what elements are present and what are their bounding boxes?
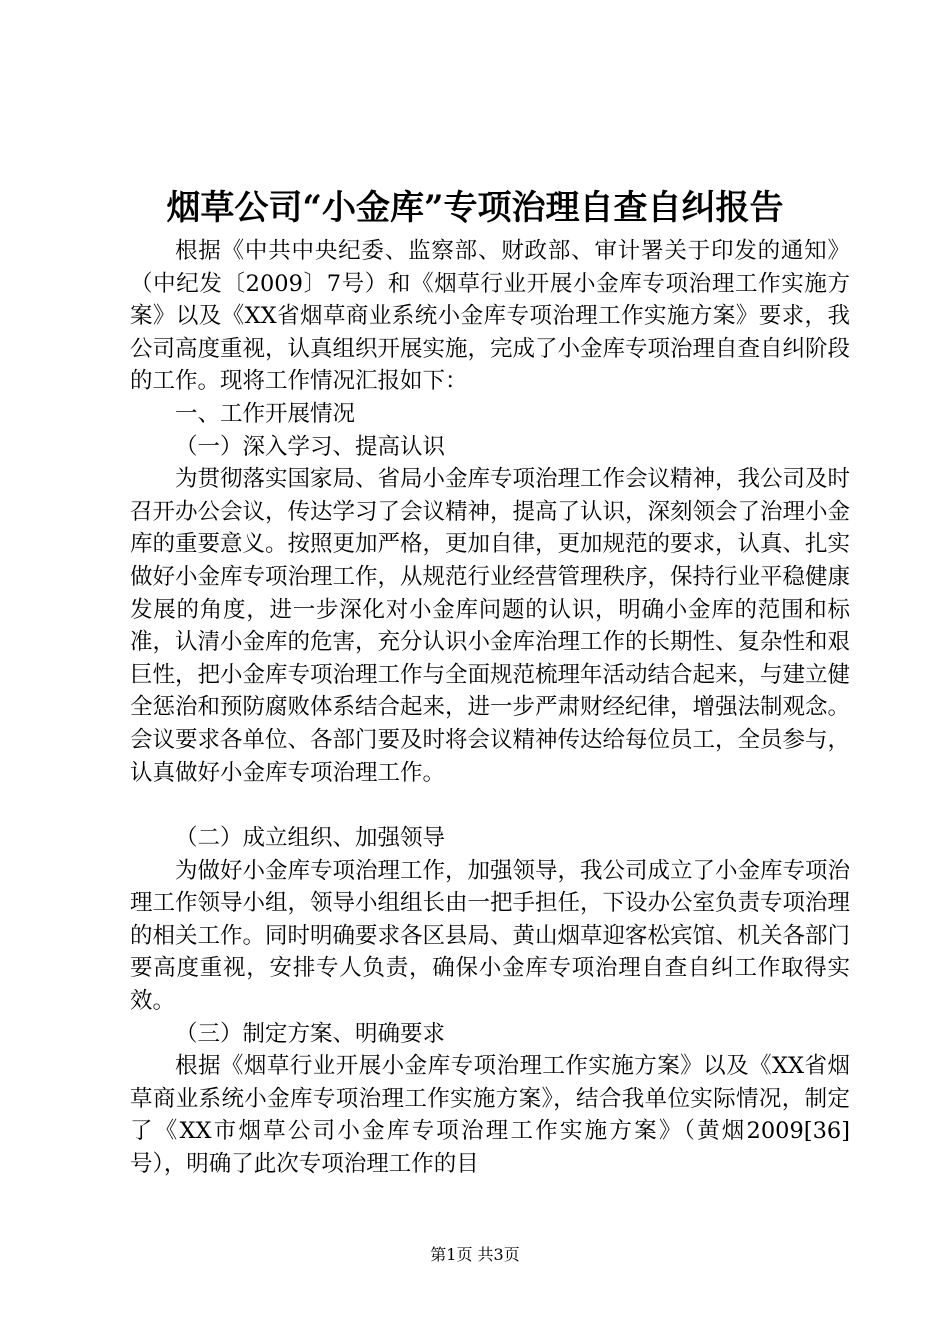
intro-paragraph: 根据《中共中央纪委、监察部、财政部、审计署关于印发的通知》（中纪发〔2009〕7号）和《烟草行业开展小金库专项治理工作实施方案》以及《XX省烟草商业系统小金库专项治理工作实施方案》要求，我公司高度重视，认真组织开展实施，完成了小金库专项治理自查自纠阶段的工作。现将工作情况汇报如下： <box>130 238 851 395</box>
document-body <box>130 235 850 1181</box>
section-heading-1: 一、工作开展情况 <box>175 400 356 427</box>
subsection-paragraph-1: 为贯彻落实国家局、省局小金库专项治理工作会议精神，我公司及时召开办公会议，传达学习了会议精神，提高了认识，深刻领会了治理小金库的重要意义。按照更加严格，更加自律，更加规范的要求，认真、扎实做好小金库专项治理工作，从规范行业经营管理秩序，保持行业平稳健康发展的角度，进一步深化对小金库问题的认识，明确小金库的范围和标准，认清小金库的危害，充分认识小金库治理工作的长期性、复杂性和艰巨性，把小金库专项治理工作与全面规范梳理年活动结合起来，与建立健全惩治和预防腐败体系结合起来，进一步严肃财经纪律，增强法制观念。会议要求各单位、各部门要及时将会议精神传达给每位员工，全员参与，认真做好小金库专项治理工作。 <box>130 466 851 786</box>
document-title: 烟草公司“小金库”专项治理自查自纠报告 <box>166 188 784 228</box>
subsection-paragraph-3: 根据《烟草行业开展小金库专项治理工作实施方案》以及《XX省烟草商业系统小金库专项治理工作实施方案》，结合我单位实际情况，制定了《XX市烟草公司小金库专项治理工作实施方案》（黄烟2009[36]号），明确了此次专项治理工作的目 <box>130 1053 850 1178</box>
subsection-heading-1: （一）深入学习、提高认识 <box>175 433 446 460</box>
paragraph-gap <box>130 789 850 822</box>
page-number-footer: 第1页 共3页 <box>430 1245 520 1264</box>
subsection-heading-2: （二）成立组织、加强领导 <box>175 825 446 852</box>
subsection-paragraph-2: 为做好小金库专项治理工作，加强领导，我公司成立了小金库专项治理工作领导小组，领导小组组长由一把手担任，下设办公室负责专项治理的相关工作。同时明确要求各区县局、黄山烟草迎客松宾馆、机关各部门要高度重视，安排专人负责，确保小金库专项治理自查自纠工作取得实效。 <box>130 857 851 1015</box>
subsection-heading-3: （三）制定方案、明确要求 <box>175 1020 446 1047</box>
